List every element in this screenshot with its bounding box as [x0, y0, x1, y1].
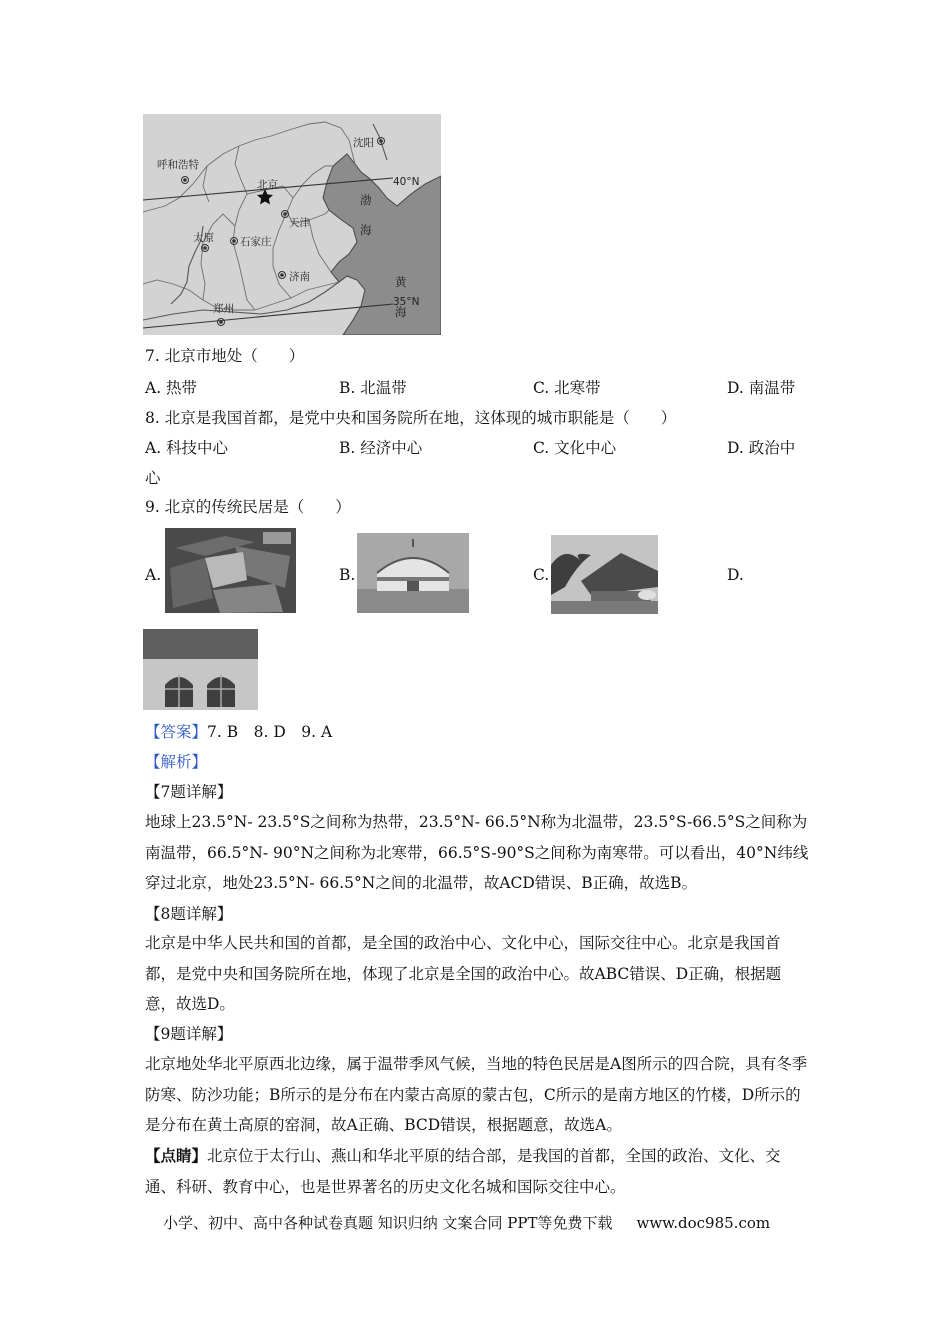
footer-text: 小学、初中、高中各种试卷真题 知识归纳 文案合同 PPT等免费下载 [163, 1214, 613, 1232]
map-label-huanghai-1: 黄 [395, 275, 407, 289]
q9-stem: 9. 北京的传统民居是（ ） [145, 498, 351, 516]
q7-option-a: A. 热带 [145, 379, 198, 397]
q8-option-d: D. 政治中 [727, 439, 796, 457]
d7-text: 地球上23.5°N- 23.5°S之间称为热带，23.5°N- 66.5°N称为北温带，23.5°S-66.5°S之间称为南温带，66.5°N- 90°N之间称为北寒带，66.5°S-90°S之间称为南寒带。可以看出，40°N纬线穿过北京，地处23.5°N- 66.5°N之间的北温带，故ACD错误、B正确，故选B。 [145, 813, 809, 892]
map-label-shijiazhuang: 石家庄 [240, 236, 272, 248]
q7-option-c: C. 北寒带 [533, 379, 601, 397]
map-label-zhengzhou: 郑州 [213, 303, 234, 315]
q7-stem: 7. 北京市地处（ ） [145, 347, 305, 365]
q9-option-d: D. [727, 566, 744, 584]
answer-tag: 【答案】 [145, 723, 208, 741]
map-label-bohai-1: 渤 [360, 193, 372, 207]
photo-bamboo-house [551, 535, 658, 614]
north-china-map [143, 114, 441, 335]
tip-tag: 【点睛】 [145, 1146, 208, 1165]
footer-url[interactable]: www.doc985.com [636, 1214, 771, 1232]
q8-stem: 8. 北京是我国首都，是党中央和国务院所在地，这体现的城市职能是（ ） [145, 409, 677, 427]
map-label-40n: 40°N [393, 176, 420, 188]
q9-option-c: C. [533, 566, 550, 584]
q8-option-d-wrap: 心 [145, 469, 161, 487]
d9-title: 【9题详解】 [145, 1025, 233, 1043]
q9-option-b: B. [339, 566, 356, 584]
map-label-shenyang: 沈阳 [353, 137, 374, 149]
q7-option-b: B. 北温带 [339, 379, 407, 397]
map-label-35n: 35°N [393, 296, 420, 308]
map-label-tianjin: 天津 [289, 217, 310, 229]
photo-siheyuan [165, 528, 296, 613]
tip-text: 北京位于太行山、燕山和华北平原的结合部，是我国的首都，全国的政治、文化、交通、科研、教育中心，也是世界著名的历史文化名城和国际交往中心。 [145, 1147, 781, 1196]
photo-yurt [357, 533, 469, 613]
d9-text: 北京地处华北平原西北边缘，属于温带季风气候，当地的特色民居是A图所示的四合院，具有冬季防寒、防沙功能；B所示的是分布在内蒙古高原的蒙古包，C所示的是南方地区的竹楼，D所示的是分布在黄土高原的窑洞，故A正确、BCD错误，根据题意，故选A。 [145, 1055, 808, 1134]
q8-option-a: A. 科技中心 [145, 439, 229, 457]
map-label-beijing: 北京 [257, 179, 278, 191]
footer [163, 1213, 770, 1233]
map-label-bohai-2: 海 [360, 223, 372, 237]
map-label-taiyuan: 太原 [193, 232, 214, 244]
map-label-huanghai-2: 海 [395, 305, 407, 319]
d7-title: 【7题详解】 [145, 783, 233, 801]
answer-text: 7. B 8. D 9. A [207, 723, 333, 741]
d8-title: 【8题详解】 [145, 905, 233, 923]
photo-cave-dwelling [143, 629, 258, 710]
q8-option-c: C. 文化中心 [533, 439, 617, 457]
q9-option-a: A. [145, 566, 162, 584]
d8-text: 北京是中华人民共和国的首都，是全国的政治中心、文化中心，国际交往中心。北京是我国首都，是党中央和国务院所在地，体现了北京是全国的政治中心。故ABC错误、D正确，根据题意，故选D。 [145, 934, 782, 1013]
q8-option-b: B. 经济中心 [339, 439, 423, 457]
map-label-huhehaote: 呼和浩特 [157, 159, 199, 171]
q7-option-d: D. 南温带 [727, 379, 796, 397]
answer-line [145, 722, 332, 742]
tip-block [145, 1141, 810, 1202]
map-label-jinan: 济南 [289, 271, 310, 283]
analysis-tag: 【解析】 [145, 753, 208, 771]
